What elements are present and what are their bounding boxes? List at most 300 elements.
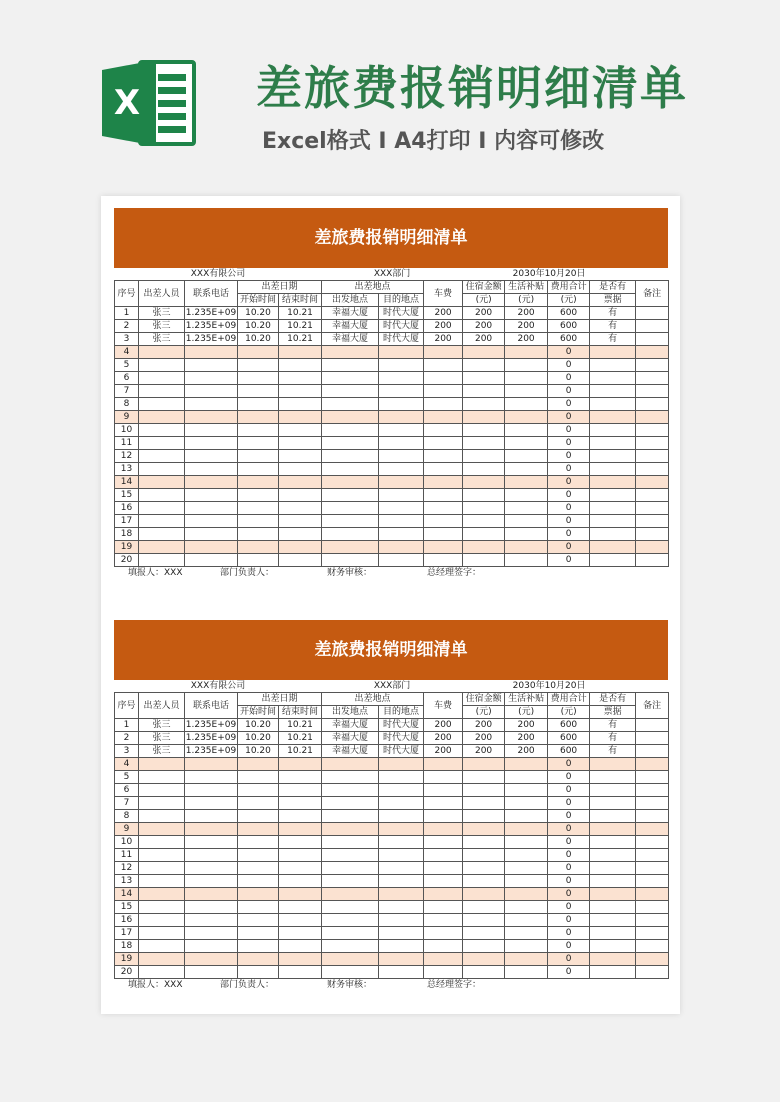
cell-empty <box>590 823 636 836</box>
cell-empty <box>238 823 279 836</box>
cell-empty <box>139 372 185 385</box>
cell-total: 0 <box>548 515 590 528</box>
cell-empty <box>636 849 669 862</box>
col-place-group: 出差地点 <box>322 693 424 706</box>
cell-empty <box>279 398 322 411</box>
row-seq: 9 <box>115 823 139 836</box>
cell-empty <box>424 541 463 554</box>
cell-empty <box>185 940 238 953</box>
cell-total: 0 <box>548 862 590 875</box>
cell-empty <box>185 411 238 424</box>
cell-hotel: 200 <box>463 732 505 745</box>
col-receipt-2: 票据 <box>590 706 636 719</box>
cell-empty <box>636 424 669 437</box>
cell-empty <box>322 823 379 836</box>
cell-empty <box>185 771 238 784</box>
row-seq: 8 <box>115 810 139 823</box>
cell-receipt: 有 <box>590 333 636 346</box>
cell-empty <box>636 823 669 836</box>
cell-empty <box>139 554 185 567</box>
cell-empty <box>590 554 636 567</box>
cell-empty <box>636 541 669 554</box>
cell-empty <box>463 411 505 424</box>
cell-empty <box>590 398 636 411</box>
cell-empty <box>322 810 379 823</box>
row-seq: 13 <box>115 875 139 888</box>
cell-empty <box>590 528 636 541</box>
table-row <box>115 888 669 901</box>
cell-empty <box>238 927 279 940</box>
cell-empty <box>590 914 636 927</box>
expense-form-2 <box>114 620 668 992</box>
cell-receipt: 有 <box>590 320 636 333</box>
info-blank <box>636 680 669 693</box>
cell-empty <box>185 927 238 940</box>
cell-empty <box>590 784 636 797</box>
report-date: 2030年10月20日 <box>463 680 636 693</box>
cell-empty <box>322 901 379 914</box>
cell-empty <box>463 463 505 476</box>
cell-empty <box>379 411 424 424</box>
cell-empty <box>238 502 279 515</box>
cell-empty <box>279 862 322 875</box>
cell-empty <box>238 385 279 398</box>
cell-empty <box>424 823 463 836</box>
cell-empty <box>424 385 463 398</box>
cell-empty <box>463 810 505 823</box>
cell-end: 10.21 <box>279 745 322 758</box>
cell-empty <box>279 810 322 823</box>
cell-empty <box>238 875 279 888</box>
cell-person: 张三 <box>139 745 185 758</box>
row-seq: 16 <box>115 502 139 515</box>
col-from: 出发地点 <box>322 294 379 307</box>
finance-sign: 财务审核： <box>327 980 373 990</box>
cell-empty <box>636 758 669 771</box>
cell-empty <box>424 953 463 966</box>
cell-receipt: 有 <box>590 719 636 732</box>
cell-empty <box>238 424 279 437</box>
cell-end: 10.21 <box>279 732 322 745</box>
cell-empty <box>139 385 185 398</box>
row-seq: 7 <box>115 797 139 810</box>
cell-end: 10.21 <box>279 333 322 346</box>
cell-empty <box>636 927 669 940</box>
cell-empty <box>463 966 505 979</box>
col-start: 开始时间 <box>238 294 279 307</box>
cell-total: 0 <box>548 476 590 489</box>
cell-empty <box>322 758 379 771</box>
cell-person: 张三 <box>139 307 185 320</box>
cell-empty <box>322 836 379 849</box>
cell-empty <box>636 966 669 979</box>
cell-empty <box>590 901 636 914</box>
cell-empty <box>279 463 322 476</box>
cell-note <box>636 333 669 346</box>
row-seq: 14 <box>115 476 139 489</box>
cell-empty <box>505 966 548 979</box>
cell-empty <box>279 888 322 901</box>
table-row <box>115 372 669 385</box>
cell-to: 时代大厦 <box>379 745 424 758</box>
cell-empty <box>463 450 505 463</box>
cell-empty <box>424 758 463 771</box>
cell-empty <box>185 528 238 541</box>
cell-empty <box>139 758 185 771</box>
cell-from: 幸福大厦 <box>322 745 379 758</box>
cell-empty <box>463 398 505 411</box>
table-row <box>115 732 669 745</box>
svg-text:X: X <box>113 83 141 123</box>
cell-total: 0 <box>548 385 590 398</box>
cell-empty <box>185 758 238 771</box>
cell-empty <box>505 810 548 823</box>
cell-empty <box>505 502 548 515</box>
cell-empty <box>185 914 238 927</box>
cell-empty <box>238 411 279 424</box>
row-seq: 17 <box>115 515 139 528</box>
row-seq: 6 <box>115 372 139 385</box>
cell-to: 时代大厦 <box>379 333 424 346</box>
row-seq: 10 <box>115 424 139 437</box>
table-row <box>115 450 669 463</box>
cell-from: 幸福大厦 <box>322 307 379 320</box>
cell-empty <box>379 463 424 476</box>
cell-empty <box>505 515 548 528</box>
cell-subsidy: 200 <box>505 333 548 346</box>
cell-empty <box>185 424 238 437</box>
cell-empty <box>590 875 636 888</box>
header-row-1 <box>115 281 669 294</box>
cell-empty <box>139 875 185 888</box>
row-seq: 20 <box>115 966 139 979</box>
col-total: 费用合计 <box>548 281 590 294</box>
cell-empty <box>379 966 424 979</box>
table-row <box>115 346 669 359</box>
cell-empty <box>379 771 424 784</box>
cell-empty <box>424 411 463 424</box>
cell-empty <box>463 515 505 528</box>
col-subsidy-unit: (元) <box>505 294 548 307</box>
cell-note <box>636 719 669 732</box>
cell-empty <box>424 346 463 359</box>
cell-empty <box>505 914 548 927</box>
cell-total: 0 <box>548 797 590 810</box>
cell-total: 0 <box>548 849 590 862</box>
cell-empty <box>279 875 322 888</box>
cell-empty <box>424 771 463 784</box>
cell-empty <box>590 489 636 502</box>
cell-empty <box>279 515 322 528</box>
cell-empty <box>279 385 322 398</box>
cell-empty <box>185 515 238 528</box>
cell-total: 0 <box>548 966 590 979</box>
table-row <box>115 875 669 888</box>
table-row <box>115 359 669 372</box>
cell-empty <box>505 940 548 953</box>
cell-empty <box>238 450 279 463</box>
cell-empty <box>139 888 185 901</box>
cell-empty <box>185 489 238 502</box>
cell-empty <box>636 888 669 901</box>
cell-empty <box>322 953 379 966</box>
col-seq: 序号 <box>115 693 139 719</box>
cell-empty <box>590 940 636 953</box>
cell-empty <box>185 398 238 411</box>
cell-note <box>636 307 669 320</box>
cell-empty <box>279 411 322 424</box>
sheet-preview <box>101 196 680 1014</box>
cell-empty <box>590 424 636 437</box>
header-row-1 <box>115 693 669 706</box>
table-row <box>115 476 669 489</box>
row-seq: 12 <box>115 450 139 463</box>
table-row <box>115 901 669 914</box>
cell-empty <box>505 359 548 372</box>
row-seq: 9 <box>115 411 139 424</box>
cell-total: 0 <box>548 528 590 541</box>
cell-empty <box>238 372 279 385</box>
cell-phone: 1.235E+09 <box>185 334 237 344</box>
cell-empty <box>238 836 279 849</box>
cell-empty <box>322 489 379 502</box>
cell-empty <box>463 502 505 515</box>
cell-empty <box>636 784 669 797</box>
cell-empty <box>238 541 279 554</box>
cell-empty <box>590 758 636 771</box>
col-subsidy: 生活补贴 <box>505 693 548 706</box>
company-name: XXX有限公司 <box>115 680 322 693</box>
gm-sign: 总经理签字： <box>427 568 482 578</box>
cell-phone: 1.235E+09 <box>185 321 237 331</box>
cell-empty <box>279 541 322 554</box>
col-hotel-unit: (元) <box>463 294 505 307</box>
cell-empty <box>139 476 185 489</box>
cell-empty <box>505 554 548 567</box>
cell-person: 张三 <box>139 732 185 745</box>
cell-phone: 1.235E+09 <box>185 720 237 730</box>
company-name: XXX有限公司 <box>115 268 322 281</box>
cell-hotel: 200 <box>463 320 505 333</box>
cell-empty <box>185 875 238 888</box>
cell-empty <box>139 810 185 823</box>
cell-empty <box>505 823 548 836</box>
cell-start: 10.20 <box>238 719 279 732</box>
cell-empty <box>139 411 185 424</box>
cell-empty <box>505 385 548 398</box>
col-date-group: 出差日期 <box>238 693 322 706</box>
report-date: 2030年10月20日 <box>463 268 636 281</box>
cell-empty <box>424 940 463 953</box>
cell-empty <box>322 515 379 528</box>
cell-empty <box>238 463 279 476</box>
cell-empty <box>185 823 238 836</box>
table-row <box>115 862 669 875</box>
cell-from: 幸福大厦 <box>322 732 379 745</box>
row-seq: 2 <box>115 320 139 333</box>
col-total: 费用合计 <box>548 693 590 706</box>
cell-total: 0 <box>548 463 590 476</box>
cell-empty <box>590 836 636 849</box>
cell-total: 600 <box>548 320 590 333</box>
cell-empty <box>279 953 322 966</box>
cell-empty <box>139 797 185 810</box>
cell-empty <box>636 437 669 450</box>
cell-empty <box>636 875 669 888</box>
cell-empty <box>505 927 548 940</box>
cell-empty <box>636 914 669 927</box>
cell-empty <box>636 771 669 784</box>
cell-empty <box>185 862 238 875</box>
table-row <box>115 719 669 732</box>
cell-to: 时代大厦 <box>379 732 424 745</box>
cell-empty <box>424 450 463 463</box>
cell-empty <box>322 463 379 476</box>
cell-empty <box>463 489 505 502</box>
cell-empty <box>505 398 548 411</box>
cell-empty <box>279 966 322 979</box>
cell-empty <box>322 398 379 411</box>
cell-empty <box>424 784 463 797</box>
cell-empty <box>463 862 505 875</box>
cell-empty <box>322 940 379 953</box>
cell-empty <box>463 758 505 771</box>
cell-phone: 1.235E+09 <box>185 746 237 756</box>
col-to: 目的地点 <box>379 706 424 719</box>
cell-empty <box>505 424 548 437</box>
cell-empty <box>238 437 279 450</box>
cell-to: 时代大厦 <box>379 307 424 320</box>
col-end: 结束时间 <box>279 294 322 307</box>
cell-empty <box>185 385 238 398</box>
cell-empty <box>322 346 379 359</box>
row-seq: 20 <box>115 554 139 567</box>
page-subtitle: Excel格式 I A4打印 I 内容可修改 <box>262 129 605 154</box>
cell-empty <box>238 953 279 966</box>
cell-empty <box>139 489 185 502</box>
cell-empty <box>139 927 185 940</box>
row-seq: 1 <box>115 307 139 320</box>
row-seq: 18 <box>115 528 139 541</box>
cell-empty <box>424 424 463 437</box>
cell-empty <box>636 385 669 398</box>
cell-empty <box>322 927 379 940</box>
cell-empty <box>379 372 424 385</box>
col-phone: 联系电话 <box>185 281 238 307</box>
cell-empty <box>590 849 636 862</box>
col-end: 结束时间 <box>279 706 322 719</box>
cell-empty <box>139 966 185 979</box>
row-seq: 11 <box>115 849 139 862</box>
cell-empty <box>238 554 279 567</box>
cell-empty <box>379 758 424 771</box>
cell-empty <box>463 888 505 901</box>
cell-empty <box>636 901 669 914</box>
row-seq: 5 <box>115 359 139 372</box>
table-row <box>115 515 669 528</box>
cell-start: 10.20 <box>238 320 279 333</box>
cell-empty <box>505 528 548 541</box>
info-row <box>115 680 669 693</box>
cell-empty <box>379 359 424 372</box>
cell-empty <box>505 437 548 450</box>
cell-empty <box>505 901 548 914</box>
cell-empty <box>463 372 505 385</box>
cell-empty <box>590 411 636 424</box>
cell-empty <box>636 515 669 528</box>
cell-person: 张三 <box>139 333 185 346</box>
cell-empty <box>379 515 424 528</box>
cell-receipt: 有 <box>590 745 636 758</box>
cell-total: 0 <box>548 437 590 450</box>
page-title: 差旅费报销明细清单 <box>256 61 688 115</box>
cell-total: 0 <box>548 914 590 927</box>
cell-empty <box>139 823 185 836</box>
cell-from: 幸福大厦 <box>322 333 379 346</box>
row-seq: 3 <box>115 333 139 346</box>
row-seq: 14 <box>115 888 139 901</box>
banner <box>0 0 780 190</box>
cell-empty <box>590 966 636 979</box>
col-fare: 车费 <box>424 281 463 307</box>
cell-empty <box>463 797 505 810</box>
row-seq: 3 <box>115 745 139 758</box>
table-row <box>115 541 669 554</box>
cell-empty <box>322 359 379 372</box>
cell-empty <box>636 450 669 463</box>
cell-empty <box>322 372 379 385</box>
cell-empty <box>279 424 322 437</box>
form-title: 差旅费报销明细清单 <box>114 620 668 680</box>
table-row <box>115 745 669 758</box>
cell-total: 0 <box>548 823 590 836</box>
cell-empty <box>238 476 279 489</box>
cell-total: 0 <box>548 489 590 502</box>
cell-empty <box>636 372 669 385</box>
cell-empty <box>379 398 424 411</box>
cell-phone: 1.235E+09 <box>185 733 237 743</box>
cell-empty <box>322 385 379 398</box>
cell-empty <box>139 437 185 450</box>
cell-empty <box>279 836 322 849</box>
cell-empty <box>238 797 279 810</box>
cell-empty <box>238 901 279 914</box>
col-receipt-2: 票据 <box>590 294 636 307</box>
cell-empty <box>379 528 424 541</box>
row-seq: 17 <box>115 927 139 940</box>
cell-empty <box>590 797 636 810</box>
cell-empty <box>379 385 424 398</box>
cell-empty <box>505 797 548 810</box>
cell-fare: 200 <box>424 320 463 333</box>
cell-empty <box>590 450 636 463</box>
reporter: 填报人：XXX <box>128 568 183 578</box>
cell-start: 10.20 <box>238 732 279 745</box>
cell-total: 0 <box>548 875 590 888</box>
cell-empty <box>590 771 636 784</box>
cell-empty <box>139 953 185 966</box>
cell-empty <box>322 424 379 437</box>
cell-empty <box>505 450 548 463</box>
cell-empty <box>379 502 424 515</box>
cell-empty <box>322 888 379 901</box>
cell-person: 张三 <box>139 719 185 732</box>
cell-empty <box>238 771 279 784</box>
cell-empty <box>636 940 669 953</box>
cell-empty <box>279 771 322 784</box>
cell-empty <box>379 346 424 359</box>
cell-empty <box>322 784 379 797</box>
